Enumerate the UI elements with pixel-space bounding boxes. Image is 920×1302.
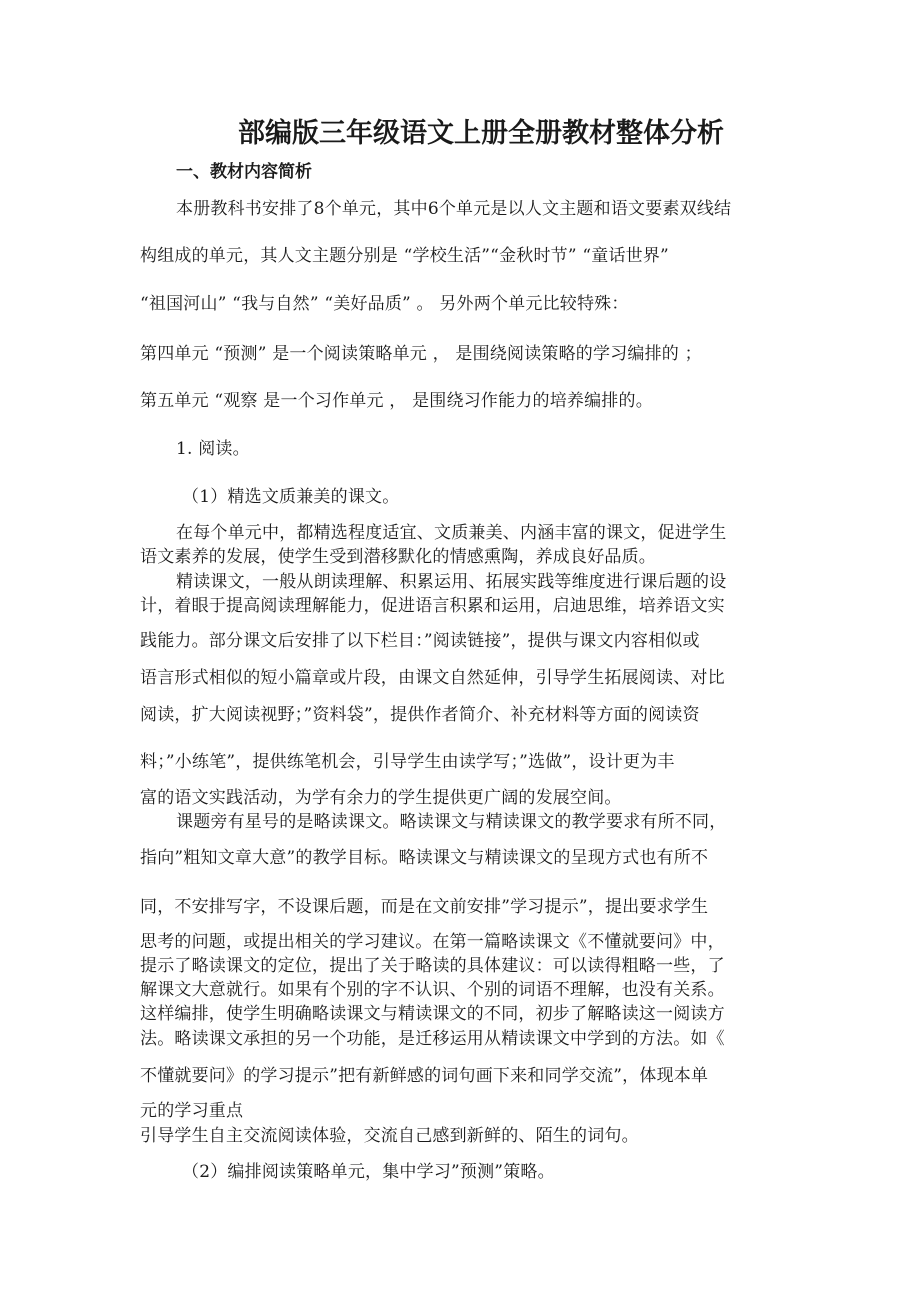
paragraph-line: 精读课文，一般从朗读理解、积累运用、拓展实践等维度进行课后题的设 [176, 572, 727, 592]
paragraph-line: 第五单元 “观察 是一个习作单元 ， 是围绕习作能力的培养编排的。 [140, 391, 653, 411]
subsection-heading: 1. 阅读。 [176, 439, 250, 459]
paragraph-line: 这样编排，使学生明确略读课文与精读课文的不同，初步了解略读这一阅读方 [140, 1004, 725, 1024]
paragraph-line: 阅读，扩大阅读视野；”资料袋”，提供作者简介、补充材料等方面的阅读资 [140, 705, 700, 725]
paragraph-line: 思考的问题，或提出相关的学习建议。在第一篇略读课文《不懂就要问》中， [140, 932, 725, 952]
subsection-heading: （1）精选文质兼美的课文。 [182, 487, 400, 507]
paragraph-line: 在每个单元中，都精选程度适宜、文质兼美、内涵丰富的课文，促进学生 [176, 523, 727, 543]
paragraph-line: 课题旁有星号的是略读课文。略读课文与精读课文的教学要求有所不同， [176, 812, 727, 832]
paragraph-line: “祖国河山” “我与自然” “美好品质” 。 另外两个单元比较特殊： [140, 294, 629, 314]
paragraph-line: 语文素养的发展，使学生受到潜移默化的情感熏陶，养成良好品质。 [140, 547, 656, 567]
paragraph-line: 指向”粗知文章大意”的教学目标。略读课文与精读课文的呈现方式也有所不 [140, 848, 709, 868]
paragraph-line: 践能力。部分课文后安排了以下栏目：”阅读链接”，提供与课文内容相似或 [140, 631, 700, 651]
paragraph-line: 第四单元 “预测” 是一个阅读策略单元 ， 是围绕阅读策略的学习编排的 ； [140, 344, 702, 364]
paragraph-line: 引导学生自主交流阅读体验，交流自己感到新鲜的、陌生的词句。 [140, 1126, 639, 1146]
paragraph-line: 构组成的单元，其人文主题分别是 “学校生活”“金秋时节” “童话世界” [140, 246, 669, 266]
paragraph-line: 本册教科书安排了8个单元，其中6个单元是以人文主题和语文要素双线结 [176, 199, 732, 219]
paragraph-line: 元的学习重点 [140, 1101, 244, 1121]
paragraph-line: 同，不安排写字，不设课后题，而是在文前安排”学习提示”，提出要求学生 [140, 897, 709, 917]
paragraph-line: 提示了略读课文的定位，提出了关于略读的具体建议：可以读得粗略一些，了 [140, 956, 725, 976]
paragraph-line: 解课文大意就行。如果有个别的字不认识、个别的词语不理解，也没有关系。 [140, 980, 725, 1000]
paragraph-line: 法。略读课文承担的另一个功能，是迁移运用从精读课文中学到的方法。如《 [140, 1029, 725, 1049]
subsection-heading: （2）编排阅读策略单元，集中学习”预测”策略。 [182, 1162, 555, 1182]
paragraph-line: 料；”小练笔”，提供练笔机会，引导学生由读学写；”选做”，设计更为丰 [140, 752, 675, 772]
paragraph-line: 计，着眼于提高阅读理解能力，促进语言积累和运用，启迪思维，培养语文实 [140, 596, 725, 616]
paragraph-line: 语言形式相似的短小篇章或片段，由课文自然延伸，引导学生拓展阅读、对比 [140, 668, 725, 688]
paragraph-line: 富的语文实践活动，为学有余力的学生提供更广阔的发展空间。 [140, 788, 622, 808]
paragraph-line: 不懂就要问》的学习提示”把有新鲜感的词句画下来和同学交流”，体现本单 [140, 1066, 709, 1086]
document-title: 部编版三年级语文上册全册教材整体分析 [238, 118, 724, 149]
section-heading: 一、教材内容简析 [176, 162, 312, 182]
